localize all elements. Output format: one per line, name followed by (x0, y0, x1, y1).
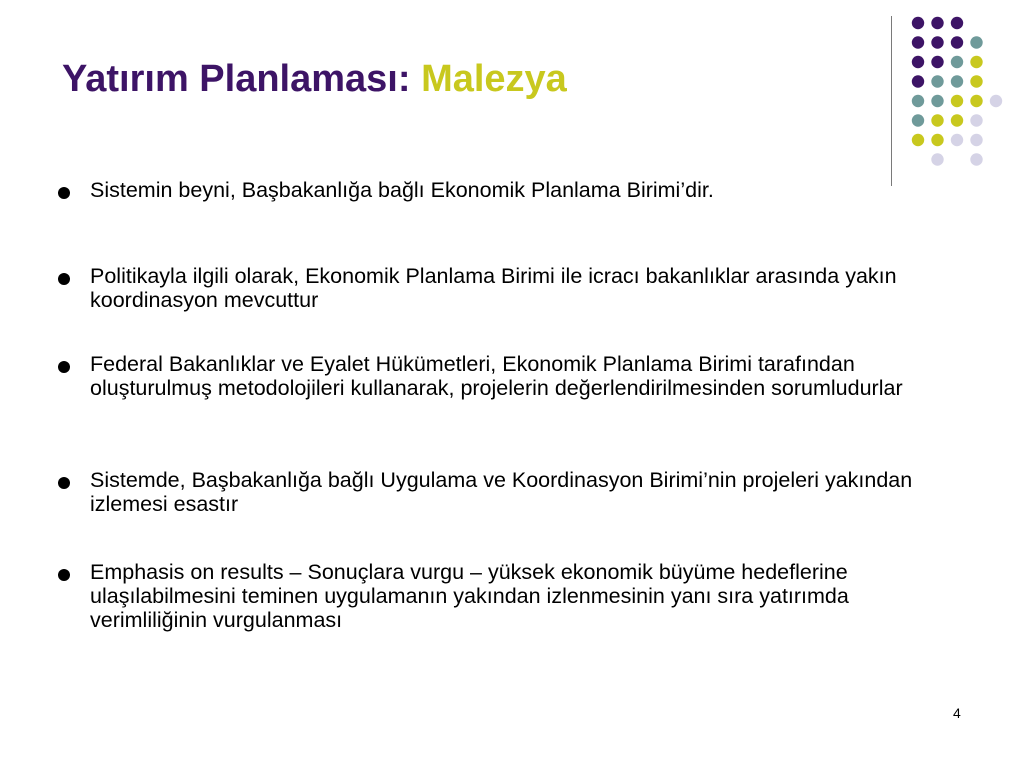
bullet-item (58, 264, 938, 312)
decorative-dot (912, 17, 924, 29)
decorative-dot (912, 114, 924, 126)
bullet-text: Sistemde, Başbakanlığa bağlı Uygulama ve Koordinasyon Birimi’nin projeleri yakından izlemesi esastır (90, 468, 913, 516)
decorative-dot (970, 56, 982, 68)
decorative-dot (912, 36, 924, 48)
bullet-dot-icon (58, 477, 70, 489)
decorative-dot (951, 36, 963, 48)
decorative-dot (970, 134, 982, 146)
bullet-item (58, 468, 938, 516)
bullet-item (58, 352, 938, 400)
slide-title-main: Yatırım Planlaması: (62, 58, 411, 100)
decorative-dot (951, 75, 963, 87)
bullet-text: Emphasis on results – Sonuçlara vurgu – yüksek ekonomik büyüme hedeflerine ulaşılabilmesini teminen uygulamanın yakından izlenmesinin yanı sıra yatırımda verimliliğinin vurgulanması (90, 560, 849, 632)
slide-number: 4 (953, 705, 961, 721)
decorative-dot (912, 56, 924, 68)
bullet-text: Federal Bakanlıklar ve Eyalet Hükümetleri, Ekonomik Planlama Birimi tarafından oluşturulmuş metodolojileri kullanarak, projelerin değerlendirilmesinden sorumludurlar (90, 352, 903, 400)
divider-line (891, 16, 892, 186)
bullet-dot-icon (58, 187, 70, 199)
bullet-item (58, 560, 938, 632)
decorative-dot (951, 56, 963, 68)
decorative-dot (951, 134, 963, 146)
decorative-dot (970, 114, 982, 126)
decorative-dot (912, 134, 924, 146)
decorative-dot (931, 95, 943, 107)
decorative-dot (951, 114, 963, 126)
bullet-dot-icon (58, 569, 70, 581)
slide-title-accent: Malezya (421, 58, 567, 100)
decorative-dot (931, 56, 943, 68)
decorative-dot (970, 95, 982, 107)
decorative-dot (951, 17, 963, 29)
decorative-dot (931, 36, 943, 48)
decorative-dot (970, 153, 982, 165)
decorative-dot (931, 153, 943, 165)
bullet-item (58, 178, 938, 202)
decorative-dot (931, 17, 943, 29)
decorative-dot (970, 75, 982, 87)
decorative-dot (912, 95, 924, 107)
decorative-dot (970, 36, 982, 48)
decorative-dot (931, 75, 943, 87)
decorative-dot (931, 134, 943, 146)
decorative-dot (951, 95, 963, 107)
bullet-dot-icon (58, 273, 70, 285)
decorative-dot (931, 114, 943, 126)
bullet-text: Politikayla ilgili olarak, Ekonomik Planlama Birimi ile icracı bakanlıklar arasında yakın koordinasyon mevcuttur (90, 264, 897, 312)
bullet-dot-icon (58, 361, 70, 373)
decorative-dot (990, 95, 1002, 107)
decorative-dot (912, 75, 924, 87)
bullet-text: Sistemin beyni, Başbakanlığa bağlı Ekonomik Planlama Birimi’dir. (90, 178, 714, 202)
slide-title (62, 56, 567, 102)
